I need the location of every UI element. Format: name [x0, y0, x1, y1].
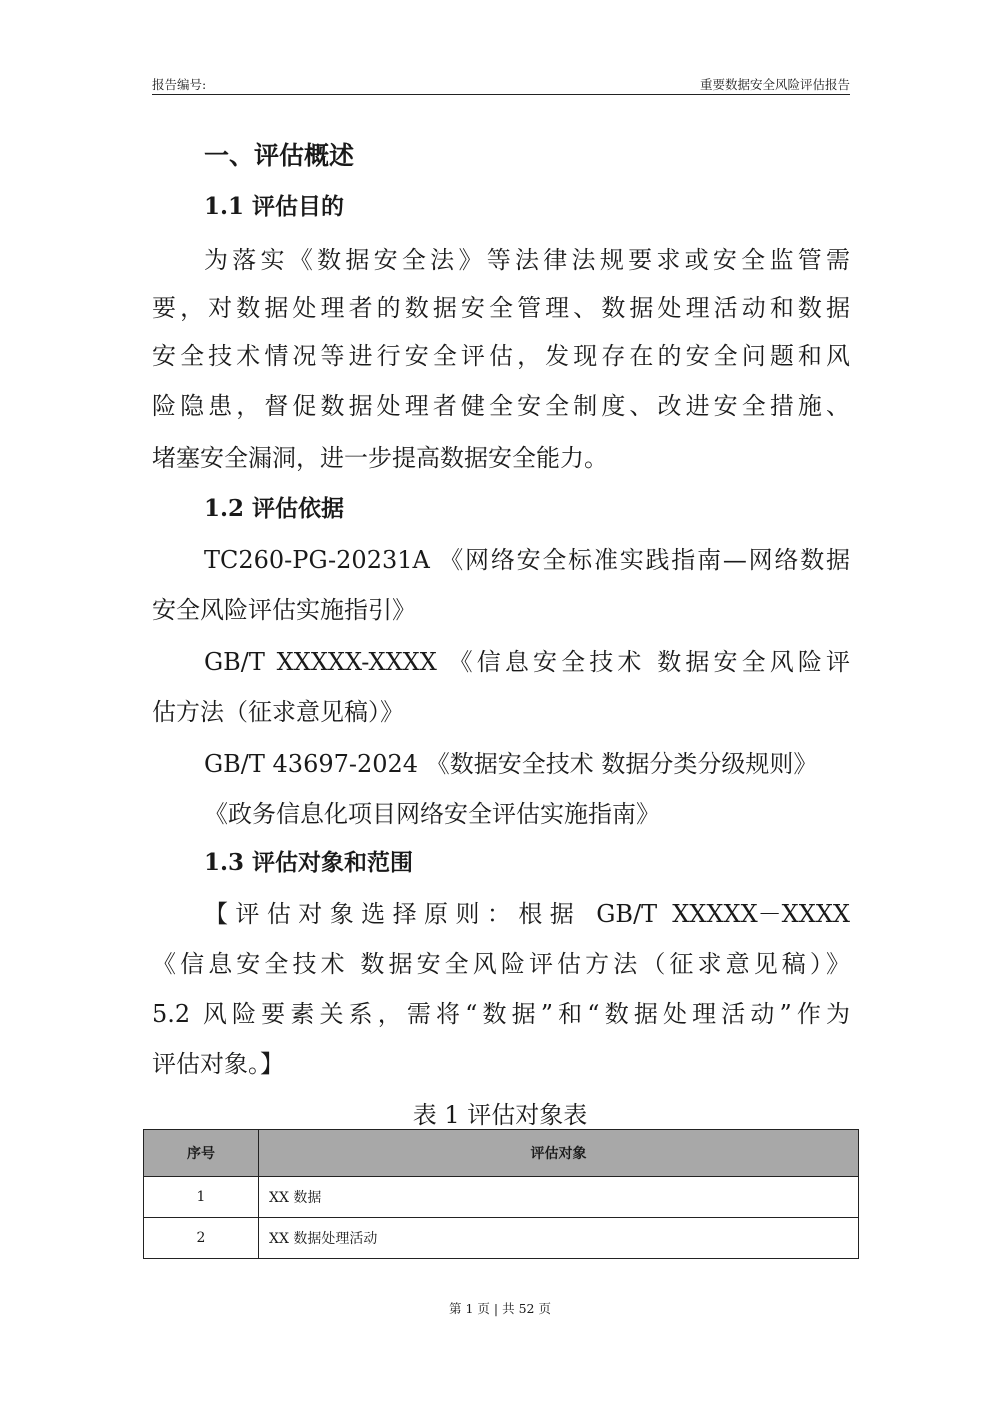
table-row	[144, 1177, 859, 1218]
paragraph-line: 【评估对象选择原则：根据 GB/T XXXXX－XXXX	[204, 900, 850, 928]
reference-line: GB/T 43697-2024 《数据安全技术 数据分类分级规则》	[204, 750, 818, 778]
table-caption: 表 1 评估对象表	[412, 1101, 588, 1129]
cell-index: 2	[144, 1218, 259, 1259]
reference-line: 《政务信息化项目网络安全评估实施指南》	[204, 800, 660, 828]
cell-object: XX 数据处理活动	[259, 1218, 859, 1259]
reference-line: 安全风险评估实施指引》	[152, 596, 416, 624]
page-header	[152, 72, 850, 95]
paragraph-line: 《信息安全技术 数据安全风险评估方法（征求意见稿）》	[152, 950, 850, 978]
paragraph-line: 为落实《数据安全法》等法律法规要求或安全监管需	[204, 246, 850, 274]
document-title: 重要数据安全风险评估报告	[699, 77, 850, 92]
paragraph-line: 5.2 风险要素关系，需将“数据”和“数据处理活动”作为	[152, 1000, 850, 1028]
page-footer: 第 1 页 | 共 52 页	[449, 1301, 551, 1316]
cell-object: XX 数据	[259, 1177, 859, 1218]
paragraph-line: 安全技术情况等进行安全评估，发现存在的安全问题和风	[152, 342, 850, 370]
reference-line: 估方法（征求意见稿）》	[152, 698, 404, 726]
column-header-object: 评估对象	[259, 1130, 859, 1177]
paragraph-line: 评估对象。】	[152, 1050, 284, 1078]
table-row	[144, 1218, 859, 1259]
paragraph-line: 堵塞安全漏洞，进一步提高数据安全能力。	[152, 444, 608, 472]
subsection-heading-scope: 1.3 评估对象和范围	[204, 849, 414, 876]
reference-line: TC260-PG-20231A 《网络安全标准实践指南—网络数据	[204, 546, 850, 574]
paragraph-line: 要，对数据处理者的数据安全管理、数据处理活动和数据	[152, 294, 850, 322]
subsection-heading-basis: 1.2 评估依据	[204, 495, 345, 522]
evaluation-object-table	[143, 1129, 859, 1259]
subsection-heading-purpose: 1.1 评估目的	[204, 193, 345, 220]
section-heading: 一、评估概述	[204, 141, 355, 170]
cell-index: 1	[144, 1177, 259, 1218]
column-header-index: 序号	[144, 1130, 259, 1177]
paragraph-line: 险隐患，督促数据处理者健全安全制度、改进安全措施、	[152, 392, 850, 420]
table-header-row	[144, 1130, 859, 1177]
report-number-label: 报告编号:	[152, 77, 207, 92]
reference-line: GB/T XXXXX-XXXX 《信息安全技术 数据安全风险评	[204, 648, 850, 676]
